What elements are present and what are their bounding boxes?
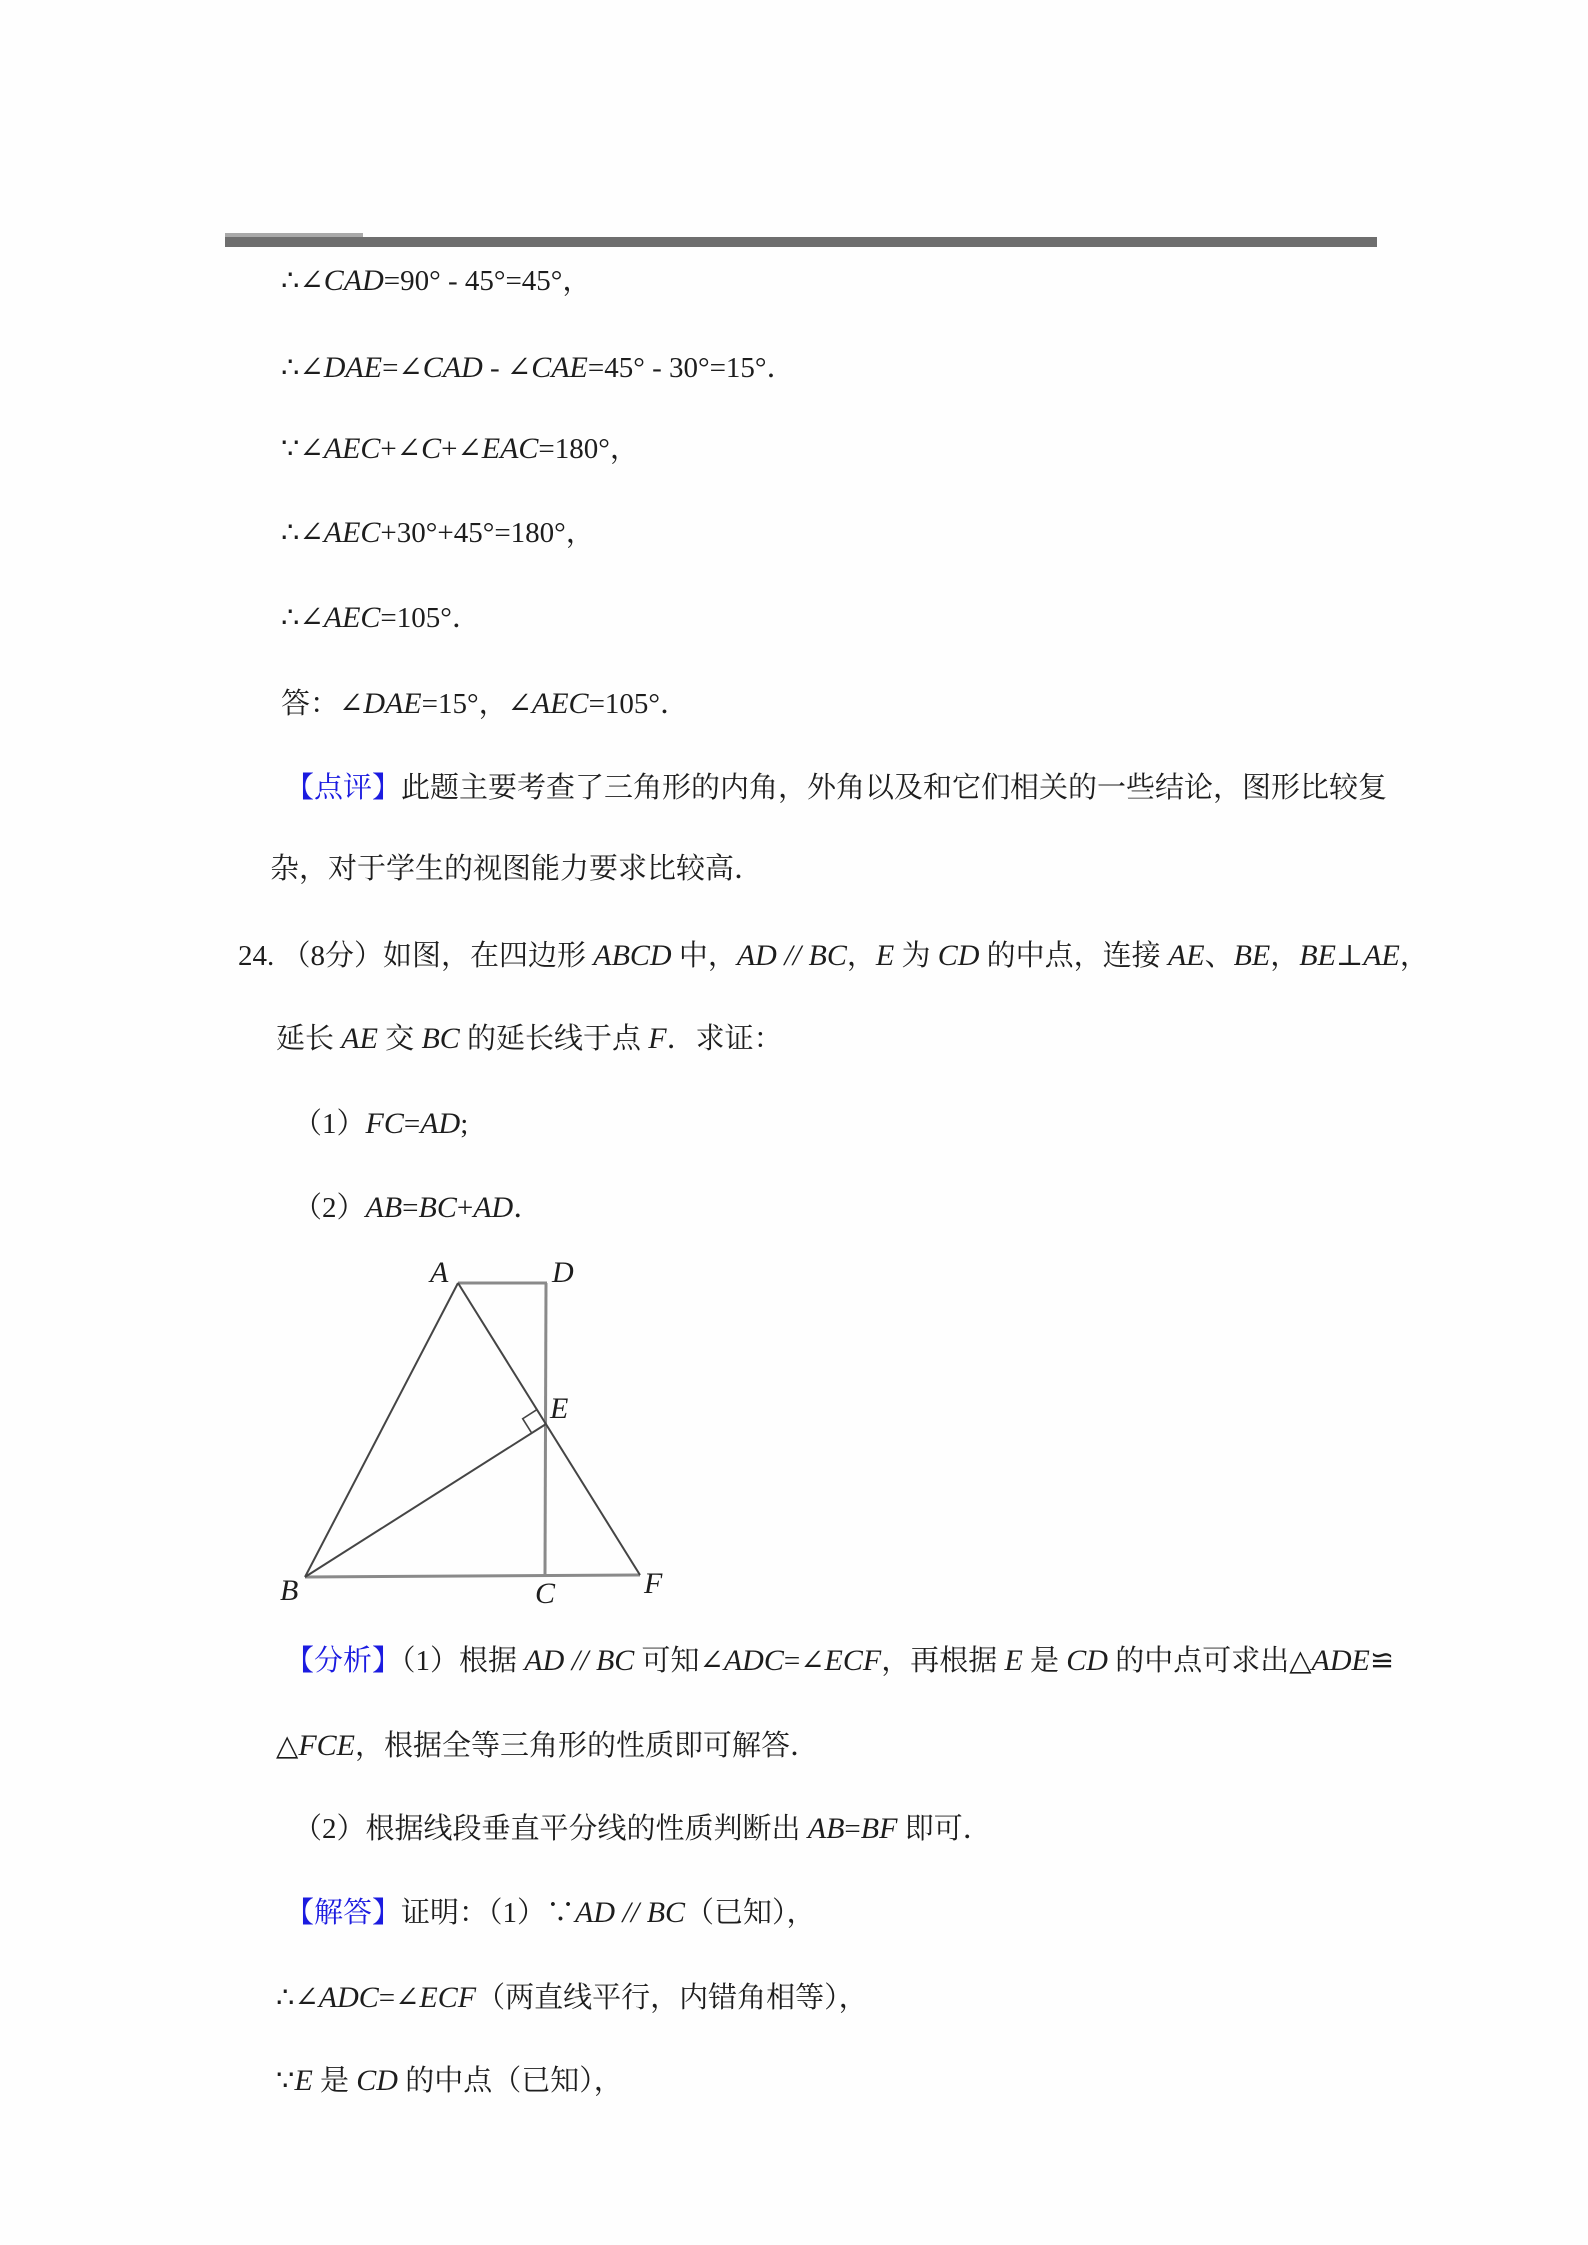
math-segment: AEC bbox=[323, 432, 381, 465]
proof-line-dae bbox=[281, 348, 796, 388]
math-segment: FCE bbox=[298, 1729, 355, 1762]
text-segment: =105°． bbox=[588, 688, 690, 720]
vertex-label-A: A bbox=[430, 1260, 449, 1289]
problem-24-line-1 bbox=[238, 936, 1429, 976]
math-segment: BF bbox=[860, 1812, 898, 1845]
text-segment: ∴∠ bbox=[281, 352, 324, 384]
analysis-line-2 bbox=[276, 1726, 819, 1766]
math-segment: BC bbox=[418, 1191, 457, 1224]
text-segment: ∵ bbox=[276, 2065, 295, 2097]
math-segment: FC bbox=[365, 1107, 404, 1140]
prove-item-1 bbox=[293, 1104, 468, 1144]
proof-line-aec-calc bbox=[281, 513, 595, 553]
text-segment: 24. （8分）如图，在四边形 bbox=[238, 940, 594, 972]
math-segment: AB bbox=[365, 1191, 403, 1224]
math-segment: ADE bbox=[1311, 1644, 1370, 1677]
text-segment: + bbox=[456, 1192, 474, 1224]
math-segment: AE bbox=[1167, 939, 1205, 972]
math-segment: CD bbox=[356, 2064, 398, 2097]
solution-line-1 bbox=[285, 1893, 816, 1933]
text-segment: =180°， bbox=[538, 433, 639, 465]
text-segment: =90° - 45°=45°， bbox=[383, 265, 592, 297]
math-segment: BC bbox=[421, 1022, 460, 1055]
text-segment: = bbox=[844, 1813, 861, 1845]
text-segment: - ∠ bbox=[482, 352, 532, 384]
text-segment: = bbox=[402, 1192, 419, 1224]
vertex-label-D: D bbox=[552, 1260, 574, 1289]
text-segment: ∴∠ bbox=[281, 517, 324, 549]
segment-DC bbox=[545, 1283, 546, 1575]
text-segment: ∴∠ bbox=[276, 1982, 319, 2014]
math-segment: ABCD bbox=[593, 939, 672, 972]
math-segment: CD bbox=[1066, 1644, 1108, 1677]
math-segment: AB bbox=[807, 1812, 845, 1845]
text-segment: （已知）， bbox=[685, 1897, 816, 1929]
vertex-label-B: B bbox=[280, 1574, 299, 1607]
math-segment: DAE bbox=[363, 687, 422, 720]
math-segment: AD bbox=[736, 939, 777, 972]
proof-line-cad bbox=[281, 261, 591, 301]
text-segment: 此题主要考查了三角形的内角，外角以及和它们相关的一些结论，图形比较复 bbox=[401, 772, 1388, 804]
section-label: 【分析】 bbox=[285, 1645, 402, 1677]
segment-AF bbox=[458, 1283, 640, 1575]
vertex-label-C: C bbox=[535, 1577, 556, 1610]
math-segment: BC bbox=[595, 1644, 635, 1677]
text-segment: ．求证： bbox=[666, 1023, 783, 1055]
text-segment: ，再根据 bbox=[881, 1645, 1005, 1677]
math-segment: C bbox=[421, 432, 442, 465]
vertex-label-E: E bbox=[550, 1392, 569, 1425]
math-segment: AEC bbox=[323, 601, 381, 634]
text-segment: （2） bbox=[293, 1192, 366, 1224]
math-segment: BE bbox=[1233, 939, 1271, 972]
text-segment: （2）根据线段垂直平分线的性质判断出 bbox=[293, 1813, 808, 1845]
comment-line-1 bbox=[285, 768, 1387, 808]
comment-line-2 bbox=[270, 849, 763, 889]
math-segment: AD bbox=[575, 1896, 616, 1929]
text-segment: =105°． bbox=[380, 602, 481, 634]
text-segment: ⊥ bbox=[1335, 940, 1364, 972]
text-segment: +∠ bbox=[380, 433, 422, 465]
text-segment: ≌ bbox=[1369, 1645, 1395, 1677]
math-segment: DAE bbox=[323, 351, 383, 384]
math-segment: // bbox=[776, 939, 809, 972]
math-segment: ECF bbox=[824, 1644, 882, 1677]
math-segment: AEC bbox=[323, 516, 381, 549]
math-segment: BE bbox=[1299, 939, 1336, 972]
proof-line-aec-result bbox=[281, 598, 481, 638]
text-segment: =∠ bbox=[783, 1645, 825, 1677]
math-segment: AD bbox=[420, 1107, 461, 1140]
math-segment: EAC bbox=[481, 432, 539, 465]
text-segment: =∠ bbox=[382, 352, 423, 384]
text-segment: ． bbox=[513, 1192, 543, 1224]
math-segment: BC bbox=[808, 939, 847, 972]
text-segment: ; bbox=[460, 1108, 469, 1140]
text-segment: （两直线平行，内错角相等）， bbox=[476, 1982, 868, 2014]
text-segment: ∵∠ bbox=[281, 433, 324, 465]
analysis-line-3 bbox=[293, 1809, 992, 1849]
math-segment: BC bbox=[646, 1896, 686, 1929]
math-segment: ECF bbox=[419, 1981, 477, 2014]
math-segment: // bbox=[564, 1644, 596, 1677]
text-segment: 即可． bbox=[897, 1813, 992, 1845]
vertex-label-F: F bbox=[644, 1567, 663, 1600]
text-segment: =∠ bbox=[378, 1982, 420, 2014]
segment-AB bbox=[305, 1283, 458, 1577]
text-segment: （1）根据 bbox=[401, 1645, 525, 1677]
math-segment: CD bbox=[937, 939, 980, 972]
math-segment: ADC bbox=[723, 1644, 784, 1677]
problem-24-line-2 bbox=[276, 1019, 783, 1059]
header-rule bbox=[225, 237, 1377, 247]
math-segment: // bbox=[615, 1896, 647, 1929]
proof-line-aec-sum bbox=[281, 429, 639, 469]
math-segment: AE bbox=[341, 1022, 378, 1055]
math-segment: CAD bbox=[323, 264, 384, 297]
answer-line bbox=[281, 684, 689, 724]
text-segment: 的中点（已知）， bbox=[397, 2065, 623, 2097]
text-segment: 交 bbox=[377, 1023, 422, 1055]
right-angle-marker bbox=[523, 1410, 537, 1434]
text-segment: 的中点可求出△ bbox=[1107, 1645, 1312, 1677]
solution-line-3 bbox=[276, 2061, 623, 2101]
math-segment: AD bbox=[473, 1191, 514, 1224]
geometry-figure bbox=[278, 1260, 680, 1622]
text-segment: 延长 bbox=[276, 1023, 342, 1055]
section-label: 【解答】 bbox=[285, 1897, 402, 1929]
text-segment: 、 bbox=[1204, 940, 1234, 972]
math-segment: CAD bbox=[422, 351, 483, 384]
math-segment: AE bbox=[1363, 939, 1400, 972]
math-segment: E bbox=[1004, 1644, 1023, 1677]
text-segment: 是 bbox=[312, 2065, 357, 2097]
text-segment: 证明：（1）∵ bbox=[401, 1897, 576, 1929]
text-segment: ， bbox=[1399, 940, 1429, 972]
text-segment: ，根据全等三角形的性质即可解答． bbox=[354, 1730, 819, 1762]
math-segment: AEC bbox=[531, 687, 589, 720]
text-segment: ， bbox=[846, 940, 876, 972]
section-label: 【点评】 bbox=[285, 772, 402, 804]
text-segment: ∴∠ bbox=[281, 602, 324, 634]
text-segment: （1） bbox=[293, 1108, 366, 1140]
solution-line-2 bbox=[276, 1978, 868, 2018]
text-segment: ∴∠ bbox=[281, 265, 324, 297]
segment-BE bbox=[305, 1424, 546, 1577]
text-segment: 的中点，连接 bbox=[979, 940, 1168, 972]
math-segment: ADC bbox=[318, 1981, 379, 2014]
text-segment: =45° - 30°=15°． bbox=[587, 352, 796, 384]
text-segment: 答：∠ bbox=[281, 688, 364, 720]
text-segment: 的延长线于点 bbox=[459, 1023, 649, 1055]
text-segment: 中， bbox=[671, 940, 737, 972]
math-segment: CAE bbox=[531, 351, 588, 384]
text-segment: +30°+45°=180°， bbox=[380, 517, 595, 549]
text-segment: 为 bbox=[894, 940, 938, 972]
text-segment: =15°，∠ bbox=[421, 688, 532, 720]
text-segment: +∠ bbox=[441, 433, 482, 465]
math-segment: AD bbox=[524, 1644, 565, 1677]
text-segment: 是 bbox=[1022, 1645, 1067, 1677]
text-segment: 杂，对于学生的视图能力要求比较高． bbox=[270, 853, 764, 885]
prove-item-2 bbox=[293, 1188, 542, 1228]
text-segment: △ bbox=[276, 1730, 299, 1762]
segment-BF bbox=[305, 1575, 640, 1577]
text-segment: 可知∠ bbox=[634, 1645, 724, 1677]
analysis-line-1 bbox=[285, 1641, 1394, 1681]
text-segment: ， bbox=[1270, 940, 1300, 972]
math-segment: F bbox=[648, 1022, 667, 1055]
math-segment: E bbox=[875, 939, 895, 972]
math-segment: E bbox=[294, 2064, 313, 2097]
text-segment: = bbox=[403, 1108, 421, 1140]
